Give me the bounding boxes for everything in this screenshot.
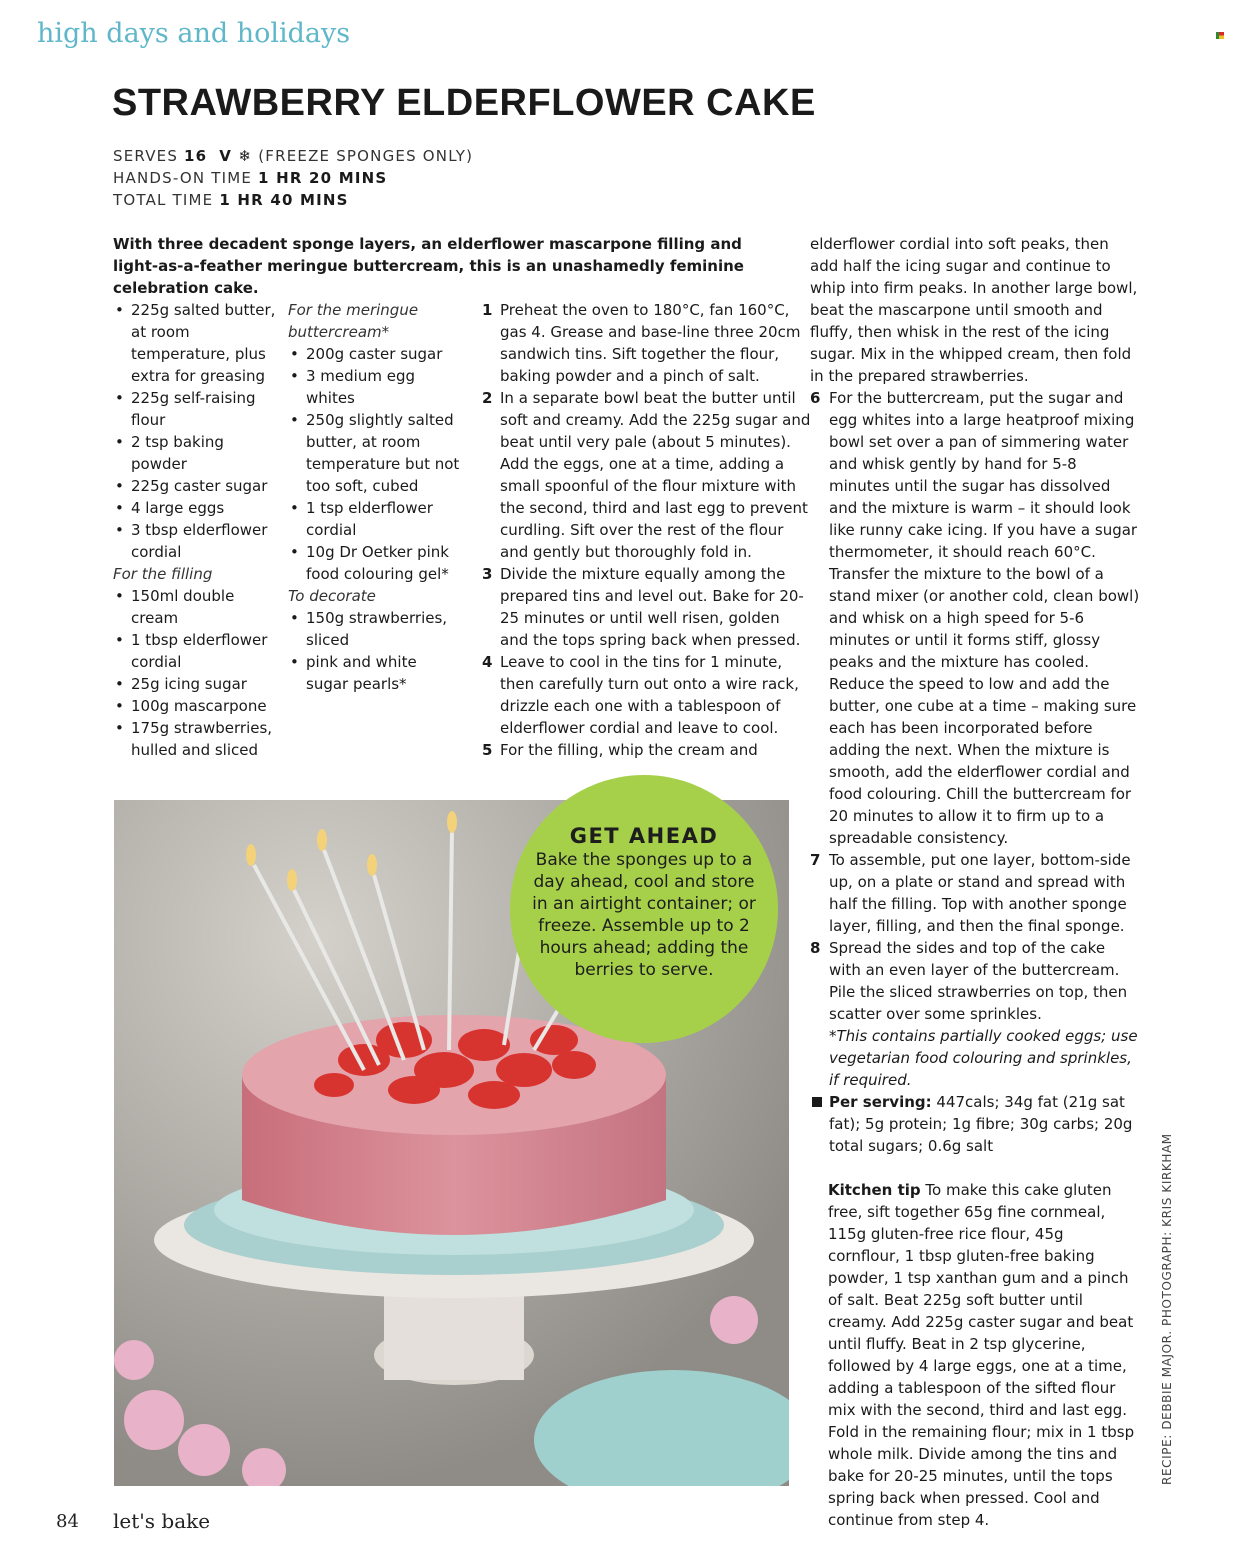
per-serving: Per serving: 447cals; 34g fat (21g sat fat); 5g protein; 1g fibre; 30g carbs; 20g total sugars; 0.6g salt bbox=[810, 1091, 1140, 1157]
ingredient-item: • 2 tsp baking powder bbox=[113, 431, 283, 475]
ingredients-column-1 bbox=[113, 299, 283, 761]
method-step-2 bbox=[482, 387, 812, 563]
ingredient-item: • 3 medium egg whites bbox=[288, 365, 463, 409]
get-ahead-badge bbox=[510, 775, 778, 1043]
step-text: For the filling, whip the cream and bbox=[500, 741, 758, 759]
step-number: 4 bbox=[482, 653, 493, 671]
step-5-continued: elderflower cordial into soft peaks, then add half the icing sugar and continue to whip into firm peaks. In another large bowl, beat the mascarpone until smooth and fluffy, then whisk in the rest of the icing sugar. Mix in the whipped cream, then fold in the prepared strawberries. bbox=[810, 235, 1138, 385]
step-number: 7 bbox=[810, 851, 821, 869]
method-step-8 bbox=[810, 937, 1140, 1025]
ingredient-item: • 25g icing sugar bbox=[113, 673, 283, 695]
method-step-4 bbox=[482, 651, 812, 739]
section-heading: high days and holidays bbox=[37, 18, 351, 49]
page-number: 84 bbox=[56, 1511, 79, 1532]
step-number: 5 bbox=[482, 741, 493, 759]
step-number: 8 bbox=[810, 939, 821, 957]
ingredient-item: • 100g mascarpone bbox=[113, 695, 283, 717]
photo-credit: RECIPE: DEBBIE MAJOR. PHOTOGRAPH: KRIS KIRKHAM bbox=[1160, 1133, 1174, 1485]
step-text: Spread the sides and top of the cake with an even layer of the buttercream. Pile the sliced strawberries on top, then scatter over some sprinkles. bbox=[829, 939, 1128, 1023]
recipe-intro: With three decadent sponge layers, an elderflower mascarpone filling and light-as-a-feather meringue buttercream, this is an unashamedly feminine celebration cake. bbox=[113, 235, 744, 297]
method-step-1 bbox=[482, 299, 812, 387]
ingredient-item: • 1 tbsp elderflower cordial bbox=[113, 629, 283, 673]
ingredient-item: • 225g self-raising flour bbox=[113, 387, 283, 431]
method-step-3 bbox=[482, 563, 812, 651]
kitchen-tip: Kitchen tip To make this cake gluten free, sift together 65g fine cornmeal, 115g gluten-free rice flour, 45g cornflour, 1 tbsp gluten-free baking powder, 1 tsp xanthan gum and a pinch of salt. Beat 225g soft butter until creamy. Add 225g caster sugar and beat until fluffy. Beat in 2 tsp glycerine, followed by 4 large eggs, one at a time, adding a tablespoon of the sifted flour mix with the second, third and last egg. Fold in the remaining flour; mix in 1 tbsp whole milk. Divide among the tins and bake for 20-25 minutes, until the tops spring back when pressed. Cool and continue from step 4. bbox=[828, 1181, 1135, 1529]
step-text: To assemble, put one layer, bottom-side up, on a plate or stand and spread with half the filling. Top with another sponge layer, filling, and then the final sponge. bbox=[829, 851, 1131, 935]
ingredients-column-2 bbox=[288, 299, 463, 695]
magazine-name: let's bake bbox=[113, 1509, 211, 1533]
step-text: Divide the mixture equally among the prepared tins and level out. Bake for 20-25 minutes or until well risen, golden and the tops spring back when pressed. bbox=[500, 565, 804, 649]
method-column bbox=[482, 299, 812, 761]
step-number: 6 bbox=[810, 389, 821, 407]
step-number: 2 bbox=[482, 389, 493, 407]
ingredient-item: • 150g strawberries, sliced bbox=[288, 607, 463, 651]
ingredient-item: • pink and white sugar pearls* bbox=[288, 651, 463, 695]
method-step-5 bbox=[482, 739, 812, 761]
ingredient-item: • 150ml double cream bbox=[113, 585, 283, 629]
filling-heading: For the filling bbox=[113, 565, 213, 583]
recipe-note: *This contains partially cooked eggs; use vegetarian food colouring and sprinkles, if required. bbox=[829, 1027, 1138, 1089]
ingredient-item: • 1 tsp elderflower cordial bbox=[288, 497, 463, 541]
ingredient-item: • 250g slightly salted butter, at room temperature but not too soft, cubed bbox=[288, 409, 463, 497]
step-number: 3 bbox=[482, 565, 493, 583]
buttercream-heading: For the meringue buttercream* bbox=[288, 301, 419, 341]
step-text: In a separate bowl beat the butter until soft and creamy. Add the 225g sugar and beat until very pale (about 5 minutes). Add the eggs, one at a time, adding a small spoonful of the flour mixture with the second, third and last egg to prevent curdling. Sift over the rest of the flour and gently but thoroughly fold in. bbox=[500, 389, 811, 561]
ingredient-item: • 3 tbsp elderflower cordial bbox=[113, 519, 283, 563]
ingredient-item: • 10g Dr Oetker pink food colouring gel* bbox=[288, 541, 463, 585]
decorate-heading: To decorate bbox=[288, 587, 376, 605]
ingredient-item: • 225g caster sugar bbox=[113, 475, 283, 497]
step-text: For the buttercream, put the sugar and egg whites into a large heatproof mixing bowl set over a pan of simmering water and whisk gently by hand for 5-8 minutes until the sugar has dissolved and the mixture is warm – it should look like runny cake icing. If you have a sugar thermometer, it should reach 60°C. Transfer the mixture to the bowl of a stand mixer (or another cold, clean bowl) and whisk on a high speed for 5-6 minutes or until it forms stiff, glossy peaks and the mixture has cooled. Reduce the speed to low and add the butter, one cube at a time – making sure each has been incorporated before adding the next. When the mixture is smooth, add the elderflower cordial and food colouring. Chill the buttercream for 20 minutes to allow it to firm up to a spreadable consistency. bbox=[829, 389, 1140, 847]
method-column-right bbox=[810, 233, 1140, 1531]
recipe-title: STRAWBERRY ELDERFLOWER CAKE bbox=[112, 82, 816, 124]
ingredient-item: • 4 large eggs bbox=[113, 497, 283, 519]
method-step-6 bbox=[810, 387, 1140, 849]
get-ahead-heading: GET AHEAD bbox=[569, 824, 719, 848]
square-bullet-icon bbox=[812, 1097, 822, 1107]
method-step-7 bbox=[810, 849, 1140, 937]
step-text: Leave to cool in the tins for 1 minute, then carefully turn out onto a wire rack, drizzle each one with a tablespoon of elderflower cordial and leave to cool. bbox=[500, 653, 799, 737]
ingredient-item: • 200g caster sugar bbox=[288, 343, 463, 365]
step-text: Preheat the oven to 180°C, fan 160°C, gas 4. Grease and base-line three 20cm sandwich tins. Sift together the flour, baking powder and a pinch of salt. bbox=[500, 301, 801, 385]
recipe-meta: SERVES 16 V ❄ (FREEZE SPONGES ONLY) HANDS-ON TIME 1 HR 20 MINS TOTAL TIME 1 HR 40 MINS bbox=[113, 147, 474, 209]
flag-icon bbox=[1216, 32, 1224, 39]
ingredient-item: • 175g strawberries, hulled and sliced bbox=[113, 717, 283, 761]
ingredient-item: • 225g salted butter, at room temperature, plus extra for greasing bbox=[113, 299, 283, 387]
step-number: 1 bbox=[482, 301, 493, 319]
get-ahead-text: Bake the sponges up to a day ahead, cool and store in an airtight container; or freeze. Assemble up to 2 hours ahead; adding the berries to serve. bbox=[532, 850, 756, 980]
